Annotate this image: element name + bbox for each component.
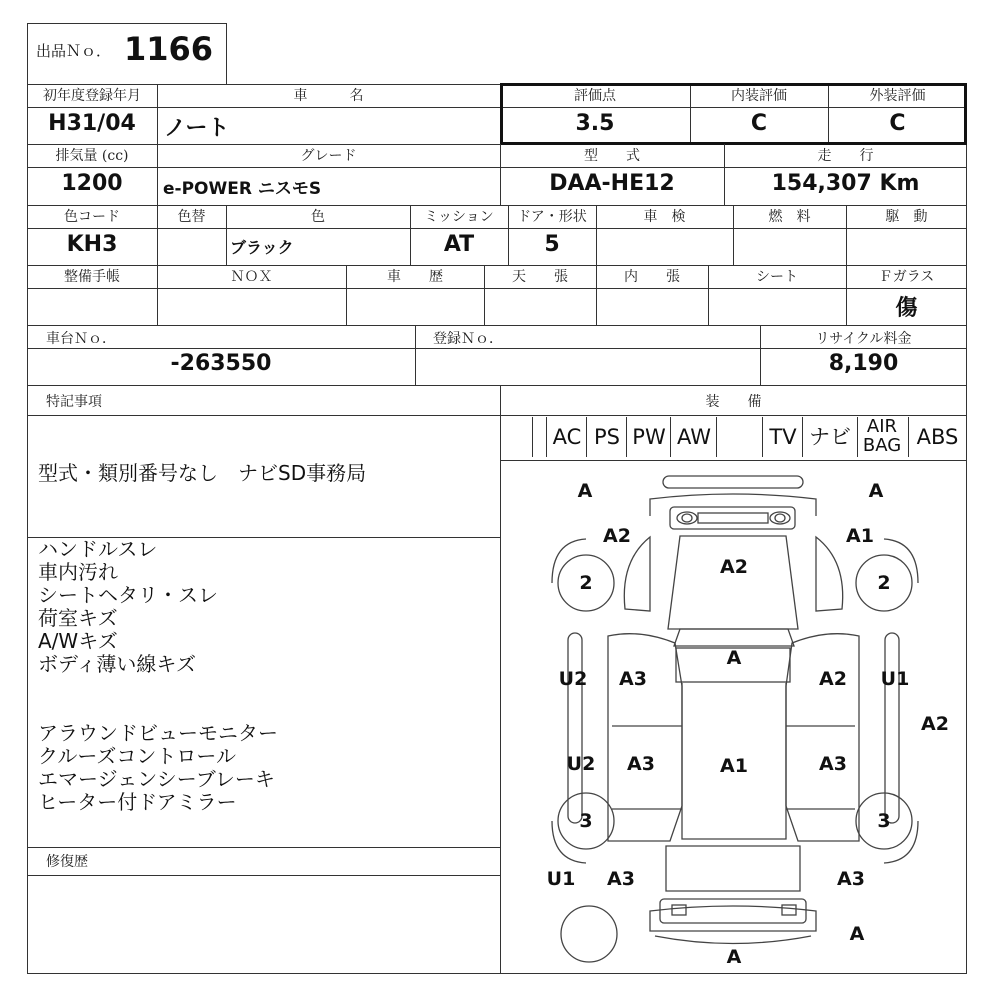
mission-value: AT xyxy=(443,232,475,257)
model-label: 型 式 xyxy=(584,148,640,164)
note-line: エマージェンシーブレーキ xyxy=(38,767,275,791)
fuel-label: 燃 料 xyxy=(768,209,811,225)
hline xyxy=(27,847,501,848)
equip-aw: AW xyxy=(670,417,717,457)
hline xyxy=(27,167,967,168)
hline xyxy=(27,875,501,876)
equip-tv: TV xyxy=(762,417,803,457)
notes-lines xyxy=(38,538,278,814)
notes-label: 特記事項 xyxy=(46,394,102,410)
seat-label: シート xyxy=(756,269,798,285)
color-label: 色 xyxy=(311,209,325,225)
vline xyxy=(415,325,416,385)
damage-mark: A3 xyxy=(607,868,635,890)
damage-mark: A3 xyxy=(837,868,865,890)
damage-mark: A xyxy=(849,923,865,945)
name-label: 車 名 xyxy=(293,88,364,104)
recycle-value: 8,190 xyxy=(828,351,899,376)
equip-ac: AC xyxy=(546,417,587,457)
hline xyxy=(27,325,967,326)
damage-mark: 3 xyxy=(877,810,891,832)
grade-value: e-POWER ニスモS xyxy=(163,179,322,199)
note-line: アラウンドビューモニター xyxy=(38,721,278,745)
color-code-label: 色コード xyxy=(64,209,120,225)
glass-value: 傷 xyxy=(895,295,918,321)
chassis-label: 車台Ｎｏ． xyxy=(46,331,116,347)
reg-value: H31/04 xyxy=(48,111,136,136)
inner-label: 内 張 xyxy=(624,269,680,285)
roof-label: 天 張 xyxy=(512,269,568,285)
note-line: ボディ薄い線キズ xyxy=(38,652,196,676)
score-value: 3.5 xyxy=(575,111,615,136)
hline xyxy=(27,205,967,206)
damage-mark: A3 xyxy=(619,668,647,690)
recycle-label: リサイクル料金 xyxy=(815,331,912,347)
grade-label: グレード xyxy=(300,148,357,164)
damage-mark: A xyxy=(577,480,593,502)
drive-label: 駆 動 xyxy=(885,209,928,225)
note-line: ハンドルスレ xyxy=(38,537,158,561)
damage-mark: A xyxy=(726,946,742,968)
interior-value: C xyxy=(750,111,768,136)
equip-abs: ABS xyxy=(916,425,959,449)
equip-blank xyxy=(532,417,547,457)
hline xyxy=(27,228,967,229)
note-line: 車内汚れ xyxy=(38,560,118,584)
damage-mark: A3 xyxy=(819,753,847,775)
mileage-value: 154,307 Km xyxy=(771,171,920,196)
equipment-label: 装 備 xyxy=(705,394,762,410)
damage-mark: 2 xyxy=(579,572,593,594)
model-value: DAA-HE12 xyxy=(549,171,675,196)
note-line: ヒーター付ドアミラー xyxy=(38,790,237,814)
mileage-label: 走 行 xyxy=(817,148,874,164)
note-line xyxy=(38,699,278,722)
equip-ps: PS xyxy=(586,417,627,457)
notes-main: 型式・類別番号なし ナビSD事務局 xyxy=(38,461,367,485)
damage-mark: A xyxy=(726,647,742,669)
repair-label: 修復歴 xyxy=(46,854,88,870)
history-label: 車 歴 xyxy=(387,269,443,285)
note-line: シートヘタリ・スレ xyxy=(38,583,218,607)
exterior-label: 外装評価 xyxy=(869,88,926,104)
damage-mark: A2 xyxy=(921,713,949,735)
damage-mark: U1 xyxy=(880,668,910,690)
reg-label: 初年度登録年月 xyxy=(43,88,141,104)
door-label: ドア・形状 xyxy=(517,209,587,225)
equip-airbag: AIR BAG xyxy=(856,417,909,457)
damage-mark: A1 xyxy=(846,525,874,547)
exterior-value: C xyxy=(889,111,906,136)
equipment-row xyxy=(500,415,967,461)
equip-blank xyxy=(716,417,763,457)
damage-mark: U1 xyxy=(546,868,576,890)
nox-label: ＮＯＸ xyxy=(230,269,273,285)
glass-label: Ｆガラス xyxy=(878,269,935,285)
color-value: ブラック xyxy=(230,238,294,257)
damage-mark: A1 xyxy=(720,755,748,777)
inspection-label: 車 検 xyxy=(643,209,686,225)
note-line: 荷室キズ xyxy=(38,606,118,630)
damage-mark: 3 xyxy=(579,810,593,832)
hline xyxy=(27,265,967,266)
lot-number: 1166 xyxy=(124,30,214,68)
damage-mark: A xyxy=(868,480,884,502)
chassis-value: -263550 xyxy=(170,351,272,376)
cc-label: 排気量 (cc) xyxy=(55,148,129,164)
note-line: クルーズコントロール xyxy=(38,744,236,768)
equip-pw: PW xyxy=(626,417,671,457)
note-line: A/Wキズ xyxy=(38,629,118,653)
damage-mark: U2 xyxy=(558,668,588,690)
damage-mark: A3 xyxy=(627,753,655,775)
damage-mark: A2 xyxy=(603,525,631,547)
mission-label: ミッション xyxy=(424,209,494,225)
equip-navi: ナビ xyxy=(802,417,858,457)
hline xyxy=(27,385,967,386)
color-code-value: KH3 xyxy=(66,232,118,257)
interior-label: 内装評価 xyxy=(731,88,787,104)
lot-label: 出品Ｎｏ． xyxy=(36,42,112,60)
hline xyxy=(27,288,967,289)
name-value: ノート xyxy=(164,116,230,141)
damage-mark: 2 xyxy=(877,572,891,594)
repaint-label: 色替 xyxy=(177,209,206,225)
door-value: 5 xyxy=(544,232,560,257)
damage-mark: U2 xyxy=(566,753,596,775)
damage-mark: A2 xyxy=(819,668,847,690)
car-diagram xyxy=(500,461,967,974)
damage-mark: A2 xyxy=(720,556,748,578)
regno-label: 登録Ｎｏ． xyxy=(433,331,503,347)
maintenance-label: 整備手帳 xyxy=(64,269,120,285)
cc-value: 1200 xyxy=(61,171,123,196)
note-line xyxy=(38,676,278,699)
score-label: 評価点 xyxy=(574,88,616,104)
